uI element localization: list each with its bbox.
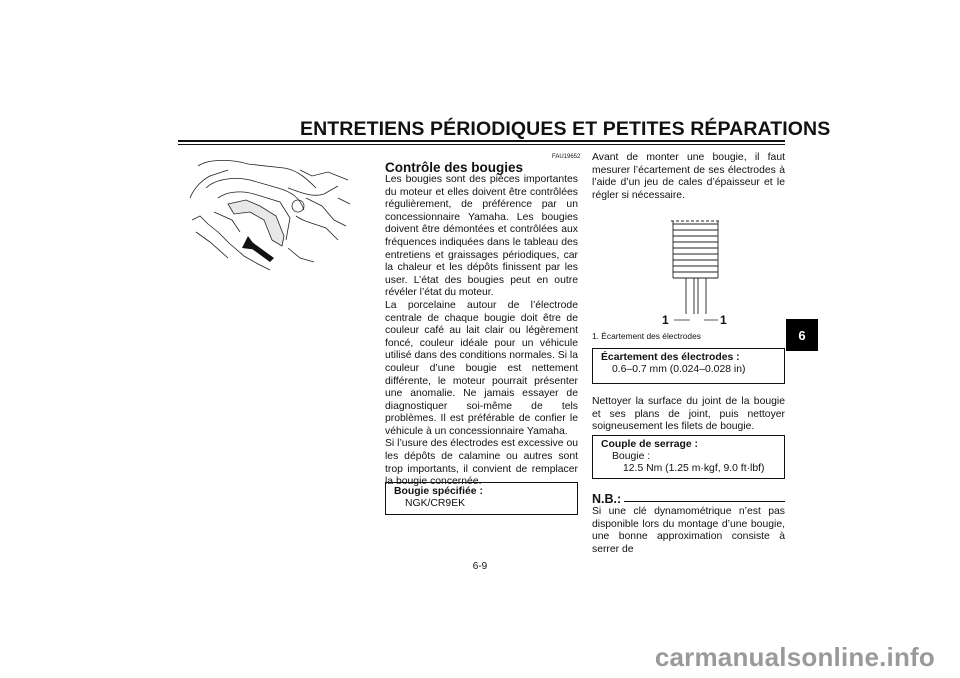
spark-plug-spec-box [385, 482, 578, 515]
section-code: FAU19652 [552, 154, 581, 160]
electrode-gap-figure [660, 218, 740, 330]
section-body [385, 174, 578, 489]
torque-label: Couple de serrage : [601, 439, 699, 450]
title-rule-thick [178, 140, 785, 142]
section-heading: Contrôle des bougies [385, 160, 524, 175]
page-number: 6-9 [472, 561, 488, 572]
gap-label: Écartement des électrodes : [601, 352, 740, 363]
nb-rule [624, 501, 785, 502]
title-rule-thin [178, 144, 785, 145]
torque-item: Bougie : [612, 451, 651, 462]
paragraph-importance: Les bougies sont des pièces importantes du moteur et elles doivent être contrôlées régulièrement, de préférence par un concessionnaire Yamaha. Les bougies doivent être démontées et contrôlées aux fréquences indiquées dans le tableau des entretiens et graissages périodiques, car la chaleur et les dépôts finissent par les user. L’état des bougies peut en outre révéler l’état du moteur. [385, 174, 578, 299]
figure-caption: 1. Écartement des électrodes [592, 331, 701, 341]
torque-box [592, 435, 785, 479]
torque-value: 12.5 Nm (1.25 m·kgf, 9.0 ft·lbf) [623, 463, 765, 474]
callout-1-left: 1 [662, 313, 669, 327]
spec-value: NGK/CR9EK [405, 498, 466, 509]
nb-label: N.B.: [592, 492, 622, 506]
cleaning-paragraph: Nettoyer la surface du joint de la bougie et ses plans de joint, puis nettoyer soigneusement les filets de bougie. [592, 396, 785, 433]
chapter-tab: 6 [786, 319, 818, 351]
paragraph-wear: Si l’usure des électrodes est excessive ou les dépôts de calamine ou autres sont trop importants, il convient de remplacer la bougie concernée. [385, 438, 578, 488]
page-title: ENTRETIENS PÉRIODIQUES ET PETITES RÉPARATIONS [300, 118, 831, 140]
electrode-gap-box [592, 348, 785, 384]
engine-spark-plug-illustration [188, 158, 356, 278]
gap-value: 0.6–0.7 mm (0.024–0.028 in) [612, 364, 746, 375]
spec-label: Bougie spécifiée : [394, 486, 483, 497]
watermark: carmanualsonline.info [654, 642, 935, 672]
gap-intro-paragraph: Avant de monter une bougie, il faut mesurer l’écartement de ses électrodes à l’aide d’un jeu de cales d’épaisseur et le régler si nécessaire. [592, 152, 785, 201]
nb-text: Si une clé dynamométrique n’est pas disponible lors du montage d’une bougie, une bonne approximation consiste à serrer de [592, 506, 785, 555]
paragraph-color: La porcelaine autour de l’électrode centrale de chaque bougie doit être de couleur café au lait clair ou légèrement foncé, couleur idéale pour un véhicule utilisé dans des conditions normales. Si la couleur d’une bougie est nettement différente, le moteur pourrait présenter une anomalie. Ne jamais essayer de diagnostiquer soi-même de tels problèmes. Il est préférable de confier le véhicule à un concessionnaire Yamaha. [385, 299, 578, 437]
callout-1-right: 1 [720, 313, 727, 327]
